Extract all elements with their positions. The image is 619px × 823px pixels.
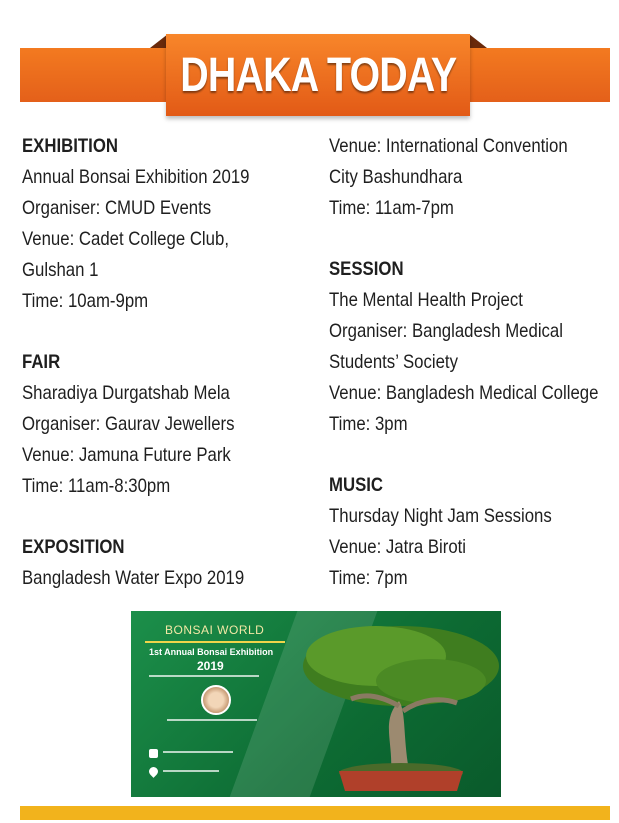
event-line: Organiser: CMUD Events bbox=[22, 197, 212, 219]
ad-info-icons bbox=[149, 749, 249, 779]
ad-fine-print bbox=[149, 675, 259, 677]
ad-divider bbox=[145, 641, 285, 643]
calendar-icon bbox=[149, 749, 158, 758]
portrait-photo bbox=[201, 685, 231, 715]
event-line: Sharadiya Durgatshab Mela bbox=[22, 382, 230, 404]
section-exhibition bbox=[22, 131, 322, 317]
event-line: Bangladesh Water Expo 2019 bbox=[22, 567, 245, 589]
right-column bbox=[329, 131, 614, 594]
event-line: Time: 10am-9pm bbox=[22, 290, 149, 312]
event-line: Venue: Bangladesh Medical College bbox=[329, 382, 599, 404]
event-line: Venue: Cadet College Club, bbox=[22, 228, 229, 250]
ad-fine-print bbox=[163, 770, 219, 772]
section-exposition bbox=[22, 532, 322, 594]
bonsai-tree-illustration bbox=[281, 611, 501, 797]
ad-year: 2019 bbox=[197, 659, 224, 673]
event-line: Time: 7pm bbox=[329, 567, 408, 589]
ad-brand: BONSAI WORLD bbox=[165, 623, 265, 637]
bottom-bar bbox=[20, 806, 610, 820]
location-pin-icon bbox=[147, 765, 160, 778]
section-heading: FAIR bbox=[22, 351, 61, 373]
section-session bbox=[329, 254, 614, 440]
bonsai-pot bbox=[339, 771, 463, 791]
event-line: Venue: Jamuna Future Park bbox=[22, 444, 231, 466]
event-line: Time: 11am-7pm bbox=[329, 197, 454, 219]
event-line: City Bashundhara bbox=[329, 166, 463, 188]
event-line: Gulshan 1 bbox=[22, 259, 99, 281]
event-line: Annual Bonsai Exhibition 2019 bbox=[22, 166, 250, 188]
ad-fine-print bbox=[167, 719, 257, 721]
section-fair bbox=[22, 347, 322, 502]
section-music bbox=[329, 470, 614, 594]
event-line: Venue: Jatra Biroti bbox=[329, 536, 467, 558]
section-heading: EXHIBITION bbox=[22, 135, 118, 157]
tree-canopy-lower bbox=[376, 659, 486, 703]
event-line: Time: 11am-8:30pm bbox=[22, 475, 171, 497]
ad-fine-print bbox=[163, 751, 233, 753]
page-title: DHAKA TODAY bbox=[179, 48, 457, 102]
event-line: The Mental Health Project bbox=[329, 289, 523, 311]
event-line: Organiser: Bangladesh Medical bbox=[329, 320, 563, 342]
event-line: Students’ Society bbox=[329, 351, 458, 373]
ad-subtitle: 1st Annual Bonsai Exhibition bbox=[149, 647, 274, 657]
section-heading: SESSION bbox=[329, 258, 404, 280]
header-tab bbox=[166, 34, 470, 116]
event-line: Thursday Night Jam Sessions bbox=[329, 505, 552, 527]
event-line: Venue: International Convention bbox=[329, 135, 568, 157]
event-line: Organiser: Gaurav Jewellers bbox=[22, 413, 235, 435]
banner-fold-right bbox=[469, 34, 487, 48]
section-heading: MUSIC bbox=[329, 474, 384, 496]
event-line: Time: 3pm bbox=[329, 413, 408, 435]
section-exposition-continued bbox=[329, 131, 614, 224]
bonsai-exhibition-ad bbox=[131, 611, 501, 797]
section-heading: EXPOSITION bbox=[22, 536, 125, 558]
left-column bbox=[22, 131, 322, 594]
